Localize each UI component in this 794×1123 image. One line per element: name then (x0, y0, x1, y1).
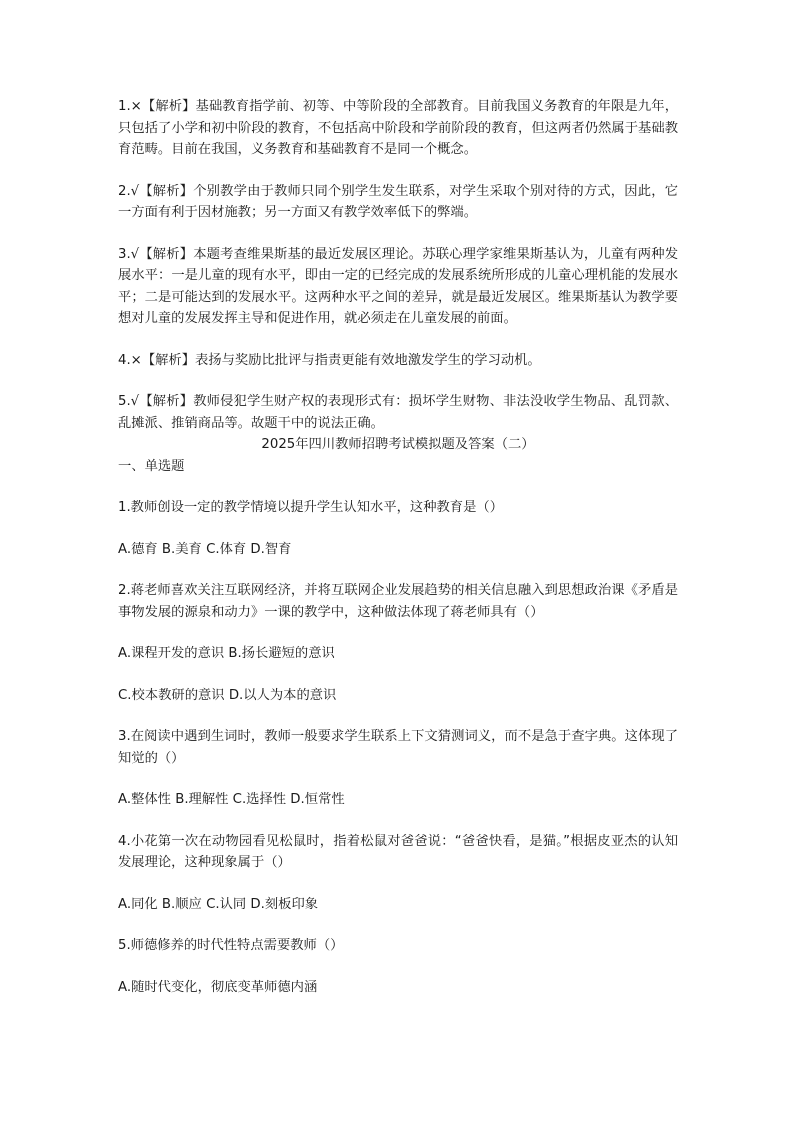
question-4-options: A.同化 B.顺应 C.认同 D.刻板印象 (118, 896, 319, 912)
section-title: 一、单选题 (118, 458, 185, 474)
question-5-option-a: A.随时代变化，彻底变革师德内涵 (118, 979, 318, 995)
question-5-stem: 5.师德修养的时代性特点需要教师（） (118, 938, 344, 953)
question-3-options: A.整体性 B.理解性 C.选择性 D.恒常性 (118, 792, 345, 807)
analysis-item-3: 3.√【解析】本题考查维果斯基的最近发展区理论。苏联心理学家维果斯基认为，儿童有两种发展水平：一是儿童的现有水平，即由一定的已经完成的发展系统所形成的儿童心理机能的发展水平；二是可能达到的发展水平。这两种水平之间的差异，就是最近发展区。维果斯基认为教学要想对儿童的发展发挥主导和促进作用，就必须走在儿童发展的前面。 (118, 246, 678, 326)
question-2-options-row-2: C.校本教研的意识 D.以人为本的意识 (118, 687, 337, 703)
question-1-stem: 1.教师创设一定的教学情境以提升学生认知水平，这种教育是（） (118, 500, 503, 515)
analysis-item-2: 2.√【解析】个别教学由于教师只同个别学生发生联系，对学生采取个别对待的方式，因此，它一方面有利于因材施教；另一方面又有教学效率低下的弊端。 (118, 183, 678, 220)
analysis-item-1: 1.×【解析】基础教育指学前、初等、中等阶段的全部教育。目前我国义务教育的年限是九年，只包括了小学和初中阶段的教育，不包括高中阶段和学前阶段的教育，但这两者仍然属于基础教育范畴。目前在我国，义务教育和基础教育不是同一个概念。 (118, 99, 678, 157)
question-4-stem: 4.小花第一次在动物园看见松鼠时，指着松鼠对爸爸说：“爸爸快看，是猫。”根据皮亚杰的认知发展理论，这种现象属于（） (118, 833, 678, 870)
question-3-stem: 3.在阅读中遇到生词时，教师一般要求学生联系上下文猜测词义，而不是急于查字典。这体现了知觉的（） (118, 729, 678, 766)
question-2-stem: 2.蒋老师喜欢关注互联网经济，并将互联网企业发展趋势的相关信息融入到思想政治课《矛盾是事物发展的源泉和动力》一课的教学中，这种做法体现了蒋老师具有（） (118, 583, 678, 620)
exam-title: 2025年四川教师招聘考试模拟题及答案（二） (261, 437, 535, 452)
document-page (118, 96, 678, 1018)
analysis-item-5: 5.√【解析】教师侵犯学生财产权的表现形式有：损坏学生财物、非法没收学生物品、乱罚款、乱摊派、推销商品等。故题干中的说法正确。 (118, 394, 678, 431)
question-1-options: A.德育 B.美育 C.体育 D.智育 (118, 541, 292, 557)
question-2-options-row-1: A.课程开发的意识 B.扬长避短的意识 (118, 646, 335, 661)
analysis-item-4: 4.×【解析】表扬与奖励比批评与指责更能有效地激发学生的学习动机。 (118, 352, 541, 368)
